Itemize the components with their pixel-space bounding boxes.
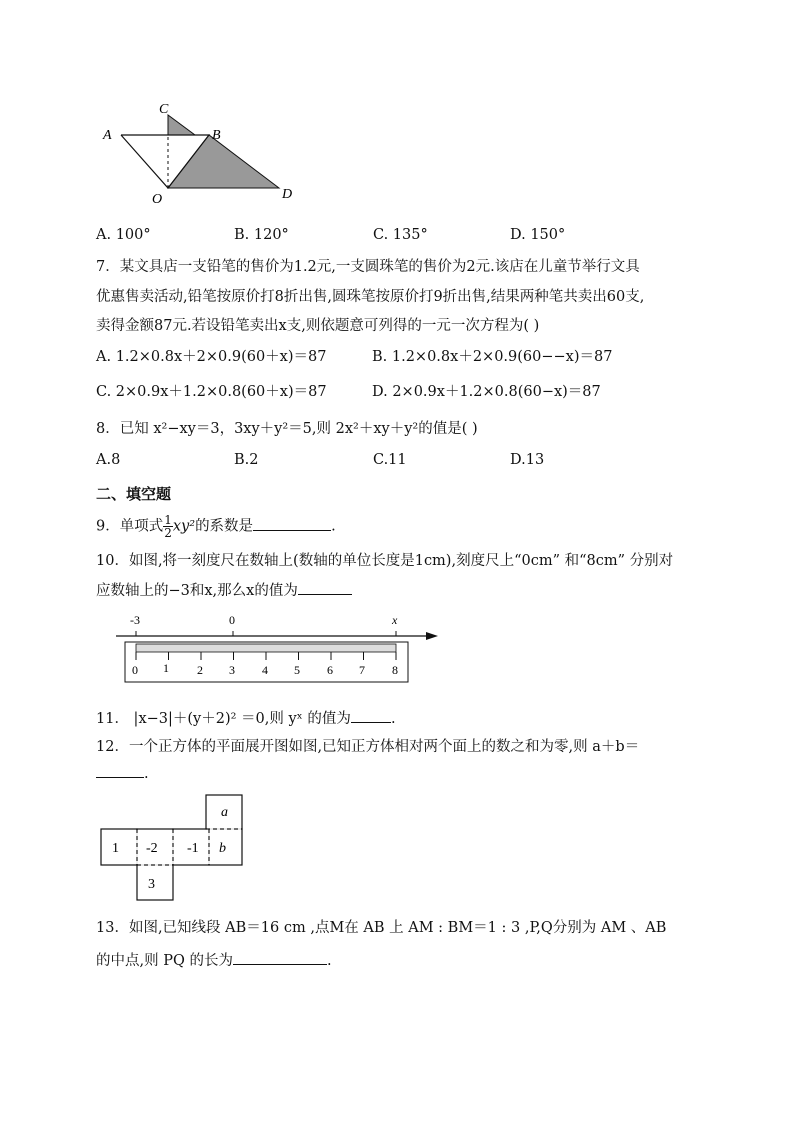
- q10-number-line-figure: [110, 612, 450, 684]
- q13-answer-blank[interactable]: [233, 950, 327, 965]
- ruler-label-7: 7: [359, 663, 365, 677]
- q10-stem-line2: 应数轴上的−3和x,那么x的值为: [96, 583, 298, 599]
- label-O: O: [152, 192, 163, 207]
- q6-geometry-figure: [96, 96, 306, 211]
- net-label-b: b: [219, 841, 226, 856]
- q7-stem-line2: 优惠售卖活动,铅笔按原价打8折出售,圆珠笔按原价打9折出售,结果两种笔共卖出60支,: [96, 289, 645, 305]
- q7-option-c: C. 2×0.9x＋1.2×0.8(60＋x)＝87: [96, 384, 327, 400]
- net-label-1: 1: [112, 841, 119, 856]
- axis-label-0: 0: [229, 613, 235, 627]
- q13-stem-line2: 的中点,则 PQ 的长为: [96, 953, 233, 969]
- axis-label-neg3: -3: [130, 613, 140, 627]
- q8-option-c: C.11: [373, 452, 407, 468]
- q12-answer-wrap: [96, 763, 149, 784]
- q12-stem-line1: 12．一个正方体的平面展开图如图,已知正方体相对两个面上的数之和为零,则 a＋b＝: [96, 739, 640, 755]
- q13-stem-line2-wrap: [96, 950, 332, 971]
- ruler-label-1: 1: [163, 661, 169, 675]
- label-C: C: [159, 102, 169, 117]
- q9-suffix: 的系数是: [195, 518, 254, 535]
- shaded-triangle-small: [168, 115, 195, 135]
- q9-fraction: [163, 514, 173, 539]
- q6-option-d: D. 150°: [510, 227, 566, 243]
- q6-option-b: B. 120°: [234, 227, 289, 243]
- net-cell-1: [101, 829, 137, 865]
- net-cell-6: [137, 865, 173, 900]
- q8-option-a: A.8: [96, 452, 121, 468]
- q7-option-b: B. 1.2×0.8x＋2×0.9(60−−x)＝87: [372, 349, 613, 365]
- net-label-neg1: -1: [187, 841, 199, 856]
- ruler-label-3: 3: [229, 663, 235, 677]
- label-A: A: [103, 128, 112, 143]
- q10-answer-blank[interactable]: [298, 580, 352, 595]
- q6-option-a: A. 100°: [96, 227, 151, 243]
- ruler-label-8: 8: [392, 663, 398, 677]
- q8-option-d: D.13: [510, 452, 545, 468]
- q7-option-d: D. 2×0.9x＋1.2×0.8(60−x)＝87: [372, 384, 601, 400]
- ruler-label-0: 0: [132, 663, 138, 677]
- q8-option-b: B.2: [234, 452, 259, 468]
- net-label-3: 3: [148, 877, 155, 892]
- ruler-label-4: 4: [262, 663, 268, 677]
- q12-answer-blank[interactable]: [96, 763, 144, 778]
- q9-frac-denominator: 2: [164, 526, 172, 540]
- q13-stem-line1: 13．如图,已知线段 AB＝16 cm ,点M在 AB 上 AM : BM＝1 : 3 ,P,Q分别为 AM 、AB: [96, 920, 667, 936]
- ruler-ticks: [136, 652, 396, 660]
- q9-frac-numerator: 1: [164, 513, 172, 527]
- section-title-fill-in: 二、填空题: [96, 485, 172, 503]
- q8-stem: 8．已知 x²−xy＝3，3xy＋y²＝5,则 2x²＋xy＋y²的值是( ): [96, 421, 478, 437]
- label-D: D: [282, 187, 293, 202]
- q11-stem-wrap: [96, 708, 396, 729]
- ruler-label-5: 5: [294, 663, 300, 677]
- q6-option-c: C. 135°: [373, 227, 428, 243]
- q7-stem-line3: 卖得金额87元.若设铅笔卖出x支,则依题意可列得的一元一次方程为( ): [96, 318, 540, 334]
- q12-end: .: [144, 766, 149, 782]
- net-label-neg2: -2: [146, 841, 158, 856]
- q9-answer-blank[interactable]: [253, 516, 331, 531]
- q9-prefix: 9．单项式: [96, 518, 164, 535]
- q10-stem-line1: 10．如图,将一刻度尺在数轴上(数轴的单位长度是1cm),刻度尺上“0cm” 和“8cm” 分别对: [96, 553, 674, 569]
- axis-label-x: x: [392, 613, 398, 627]
- ruler-label-6: 6: [327, 663, 333, 677]
- q11-stem: 11． |x−3|＋(y＋2)² ＝0,则 yˣ 的值为: [96, 711, 351, 727]
- ruler-edge-band: [136, 644, 396, 652]
- shaded-triangle-large: [168, 135, 279, 188]
- q13-end: .: [326, 953, 332, 969]
- q9-term: xy²: [172, 518, 196, 535]
- q7-option-a: A. 1.2×0.8x＋2×0.9(60＋x)＝87: [96, 349, 327, 365]
- net-label-a: a: [221, 805, 228, 820]
- q11-answer-blank[interactable]: [351, 708, 391, 723]
- q9-stem: [96, 514, 336, 539]
- ruler-label-2: 2: [197, 663, 203, 677]
- q11-end: .: [390, 711, 396, 727]
- arrow-head: [426, 632, 438, 640]
- q9-end: .: [331, 518, 336, 535]
- q7-stem-line1: 7．某文具店一支铅笔的售价为1.2元,一支圆珠笔的售价为2元.该店在儿童节举行文具: [96, 259, 640, 275]
- label-B: B: [212, 128, 221, 143]
- q10-stem-line2-wrap: [96, 580, 352, 601]
- q12-cube-net-figure: [98, 793, 246, 903]
